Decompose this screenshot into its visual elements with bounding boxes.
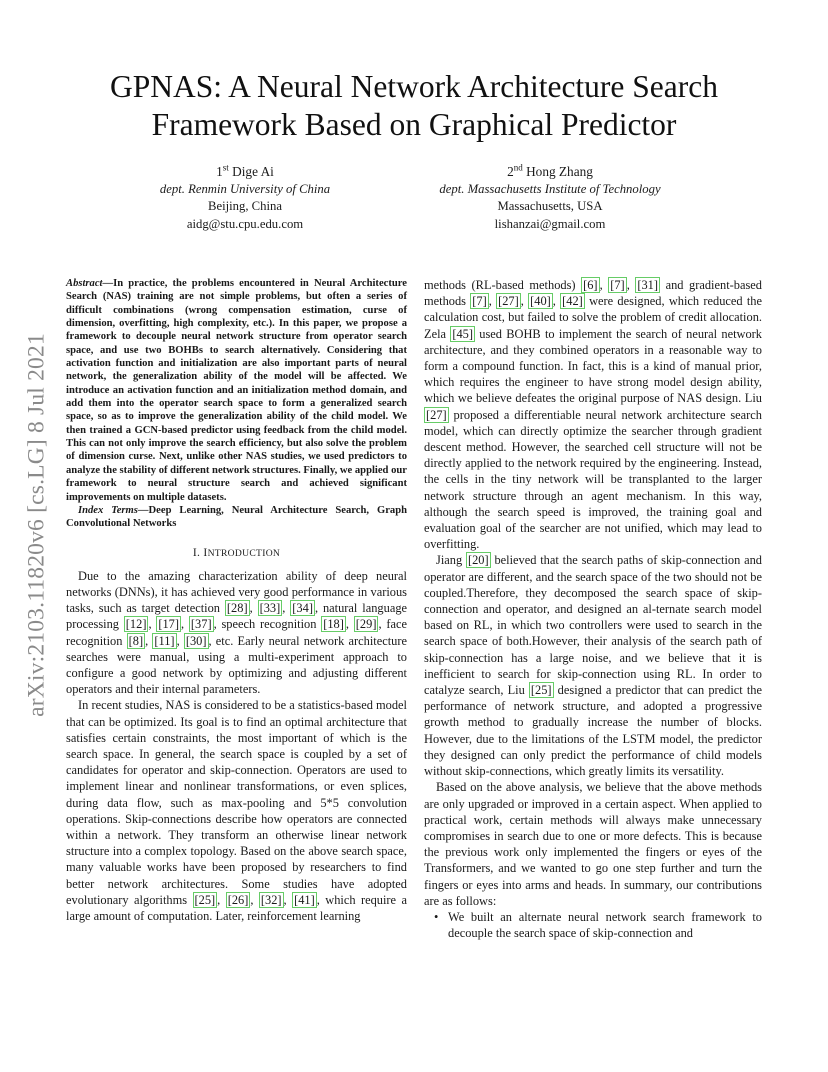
author-location: Massachusetts, USA — [497, 199, 603, 213]
citation-link[interactable]: [30] — [185, 633, 207, 648]
left-column — [66, 277, 407, 924]
intro-paragraph-4: Jiang [20] believed that the search paths of skip-connection and operator are different, and the search space of the two should not be coupled.Therefore, they decomposed the search space of skip-connection and operator, and designed an al-ternate search model based on RL, in which two controllers were used to search in the search space of both.However, their analysis of the search path of skip-connection has a large noise, and we believe that it is inefficient to search for skip-connection using RL. In order to catalyze search, Liu [25] designed a predictor that can predict the performance of network structure, and adopted a progressive growth method to gradually increase the number of blocks. However, due to the limitations of the LSTM model, the predictor they designed can only predict the performance of child models without skip-connections, which greatly limits its versatility. — [424, 553, 763, 779]
arxiv-identifier-text: arXiv:2103.11820v6 [cs.LG] 8 Jul 2021 — [23, 333, 50, 717]
index-terms: Index Terms—Deep Learning, Neural Architecture Search, Graph Convolutional Networks — [66, 504, 407, 530]
right-column — [424, 277, 762, 941]
author-location: Beijing, China — [207, 199, 282, 213]
contributions-list — [424, 909, 762, 941]
intro-paragraph-2: In recent studies, NAS is considered to be a statistics-based model that can be optimized. Its goal is to find an optimal architecture that satisfies certain constraints, the most important of which is the search space. In general, the search space is coupled by a set of candidates for operator and skip-connection. Operators are used to implement linear and nonlinear transformations, or even splices, during data flow, such as max-pooling and 5*5 convolution operations. Skip-connections describe how operators are connected within a network. They transform an otherwise linear network structure into a complex topology. Based on the above search space, many valuable works have been proposed by researchers to find better network architectures. Some studies have adopted evolutionary algorithms [25] , [26] , [32] , [41] , which require a large amount of computation. Later, reinforcement learning — [66, 698, 407, 923]
citation-link[interactable]: [26] — [227, 892, 249, 907]
citation-link[interactable]: [41] — [294, 892, 315, 907]
citation-link[interactable]: [7] — [610, 278, 625, 292]
citation-link[interactable]: [34] — [292, 601, 313, 616]
citation-link[interactable]: [12] — [125, 617, 147, 632]
author-block-1 — [95, 163, 395, 233]
list-item: • We built an alternate neural network search framework to decouple the search space of skip-connection and — [448, 909, 762, 941]
citation-link[interactable]: [17] — [158, 617, 180, 632]
citation-link[interactable]: [33] — [259, 601, 281, 616]
paper-title — [40, 68, 788, 144]
intro-paragraph-5: Based on the above analysis, we believe that the above methods are only upgraded or improved in a certain aspect. When applied to practical work, certain methods will always make unnecessary compromises in search due to one or more defects. This is because the previous work only implemented the fingers or eyes of the Transformers, and we wanted to go one step further and turn the fingers or eyes into arms and heads. In summary, our contributions are as follows: — [424, 780, 762, 908]
citation-link[interactable]: [27] — [426, 407, 447, 422]
citation-link[interactable]: [6] — [583, 278, 598, 292]
abstract: Abstract—In practice, the problems encountered in Neural Architecture Search (NAS) training are not simple problems, but often a series of difficult combinations (wrong compensation estimation, curse of dimension, overfitting, high complexity, etc.). In this paper, we propose a framework to decouple neural network structure from operator search space, and use two BOHBs to search alternatively. Considering that activation function and initialization are also important parts of neural network, the generalization ability of the model will be affected. We introduce an activation function and an initialization method domain, and add them into the operator search space to form a generalized search space, so as to improve the generalization ability of the child model. We then trained a GCN-based predictor using feedback from the child model. This can not only improve the search efficiency, but also solve the problem of dimension curse. Next, unlike other NAS studies, we used predictors to analyze the stability of different network structures. Finally, we applied our framework to neural structure search and achieved significant improvements on multiple datasets. — [66, 278, 407, 503]
citation-link[interactable]: [27] — [498, 294, 519, 309]
arxiv-identifier — [22, 290, 52, 760]
section-heading-introduction: I. INTRODUCTION — [192, 545, 281, 559]
author-name: 2nd Hong Zhang — [507, 162, 593, 179]
citation-link[interactable]: [45] — [452, 326, 473, 341]
citation-link[interactable]: [28] — [226, 601, 248, 616]
intro-paragraph-1: Due to the amazing characterization ability of deep neural networks (DNNs), it has achieved very good performance in various tasks, such as target detection [28] , [33] , [34] , natural language processing [12] , [17] , [37] , speech recognition [18] , [29] , face recognition [8] , [11] , [30] , etc. Early neural network architecture searches were manual, using a multi-experiment approach to configure a good network by optimizing and adjusting different operators and their internal parameters. — [66, 568, 408, 697]
citation-link[interactable]: [42] — [562, 294, 583, 309]
citation-link[interactable]: [31] — [637, 278, 659, 292]
author-email: lishanzai@gmail.com — [494, 216, 606, 231]
citation-link[interactable]: [11] — [154, 633, 175, 648]
citation-link[interactable]: [40] — [530, 294, 551, 309]
citation-link[interactable]: [32] — [260, 892, 282, 907]
author-affiliation: dept. Massachusetts Institute of Technology — [439, 181, 661, 196]
citation-link[interactable]: [20] — [467, 553, 489, 568]
intro-paragraph-3: methods (RL-based methods) [6] , [7] , [31] and gradient-based methods [7] , [27] , [40] , [42] were designed, which reduced the calculation cost, but failed to solve the problem of credit allocation. Zela [45] used BOHB to implement the search of neural network architecture, and they combined operators in a reasonable way to form a compound function. In fact, this is a kind of manual prior, which requires the engineer to have strong model design ability, which we believe defeates the original purpose of NAS design. Liu [27] proposed a differentiable neural network architecture search model, which can directly optimize the searcher through gradient descent method. However, the searched cell structure will not be directly applied to the network required by the engineering. Instead, the cells in the tiny network will be transplanted to the larger network structure through an agent mechanism. In this way, although the search speed is improved, the training goal and evaluation goal of the searcher are not unified, which may lead to overfitting. — [424, 278, 763, 552]
author-name: 1st Dige Ai — [216, 162, 274, 179]
author-affiliation: dept. Renmin University of China — [159, 181, 331, 196]
citation-link[interactable]: [8] — [128, 633, 144, 648]
citation-link[interactable]: [7] — [472, 294, 487, 309]
title-line-1: GPNAS: A Neural Network Architecture Search — [110, 69, 718, 104]
citation-link[interactable]: [25] — [194, 892, 216, 907]
author-block-2 — [400, 163, 700, 233]
citation-link[interactable]: [18] — [323, 617, 344, 632]
citation-link[interactable]: [25] — [530, 683, 552, 698]
author-email: aidg@stu.cpu.edu.com — [186, 216, 304, 231]
title-line-2: Framework Based on Graphical Predictor — [151, 107, 677, 142]
citation-link[interactable]: [37] — [190, 617, 212, 632]
citation-link[interactable]: [29] — [355, 617, 377, 632]
